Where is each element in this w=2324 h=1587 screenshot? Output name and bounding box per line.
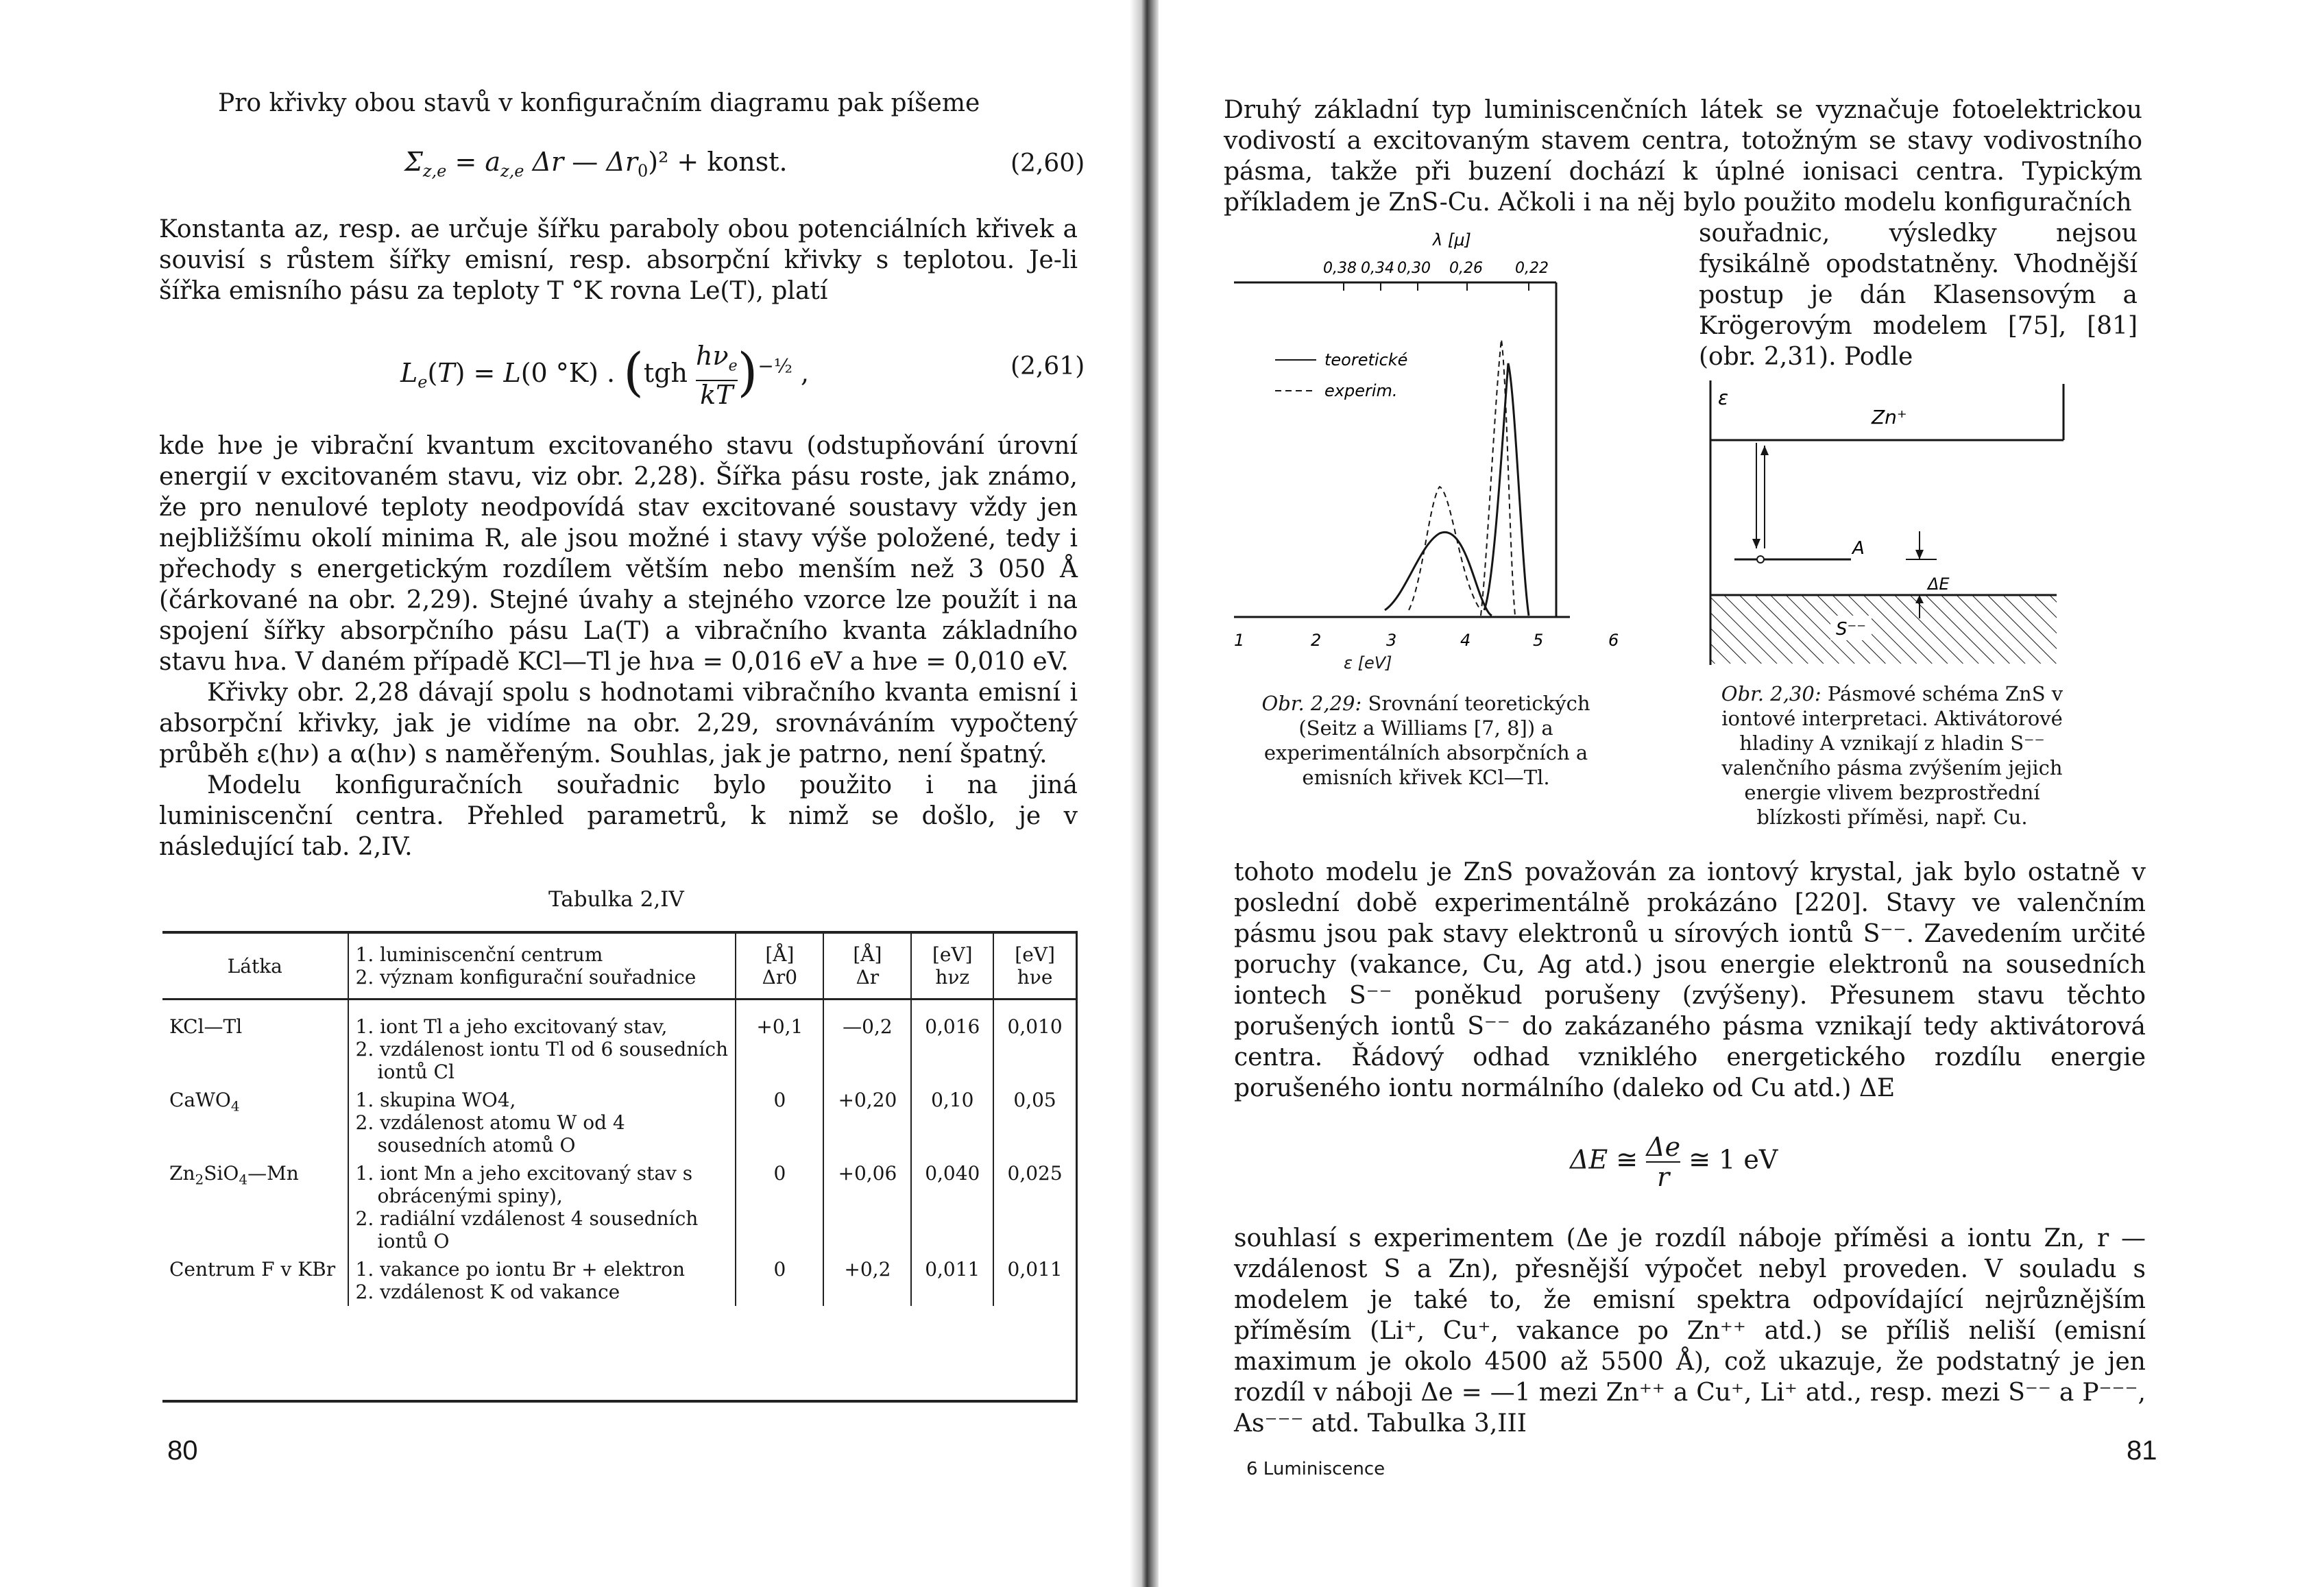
fig230-caption (1700, 681, 2084, 829)
paragraph-model-overview: Modelu konfiguračních souřadnic bylo použito i na jiná luminiscenční centra. Přehled parametrů, k nimž se došlo, je v následující tab. 2,IV. (159, 771, 1078, 861)
cell-hvz: 0,10 (911, 1086, 993, 1159)
cell-center (348, 1086, 736, 1159)
cell-center (348, 1159, 736, 1255)
cell-dr: +0,20 (823, 1086, 911, 1159)
cell-center (348, 1000, 736, 1087)
fig229-caption-text: Srovnání teoretických (Seitz a Williams [7, 8]) a experimentálních absorpčních a emisních křivek KCl—Tl. (1263, 692, 1590, 789)
parameter-table (162, 934, 1076, 1306)
paragraph-curves (159, 677, 1078, 862)
paragraph-curves-text: Křivky obr. 2,28 dávají spolu s hodnotami vibračního kvanta emisní i absorpční křivky, jak je vidíme na obr. 2,29, srovnáváním vypočtený průběh ε(hν) a α(hν) s naměřeným. Souhlas, jak je patrno, není špatný. (159, 679, 1078, 768)
table-row (162, 1159, 1076, 1255)
cell-hve: 0,025 (993, 1159, 1076, 1255)
fig230-de-label: ΔE (1928, 574, 1950, 594)
fig230-valence-band (1710, 595, 2057, 664)
header-hve: [eV] hνe (993, 934, 1076, 1000)
fig230-caption-label: Obr. 2,30: (1721, 682, 1821, 705)
left-page (0, 0, 1130, 1587)
cell-hvz: 0,011 (911, 1255, 993, 1306)
right-page (1159, 0, 2324, 1587)
fig229-bottom-tick: 1 (1234, 631, 1245, 650)
fig230-a-label: A (1852, 538, 1865, 559)
equation-delta-e: ΔE ≅ $\frac{\Delta e}{r}$ ≅ 1 eV (1570, 1132, 1778, 1192)
cell-dr: —0,2 (823, 1000, 911, 1087)
equation-number-2-60: (2,60) (1010, 149, 1085, 178)
fig229-legend-exp: experim. (1324, 381, 1398, 400)
cell-hve: 0,011 (993, 1255, 1076, 1306)
equation-2-61: $L_e(T) = L(0$ °K) . (tgh $h\nu_e$ kT )$^{-\frac{1}{2}}$ , (400, 340, 810, 411)
fig230-eps-label: ε (1718, 387, 1729, 409)
fig229-top-tick: 0,30 (1397, 260, 1431, 277)
fig229-caption-label: Obr. 2,29: (1261, 692, 1362, 715)
cell-center-item: 1. iont Mn a jeho excitovaný stav s obrácenými spiny), (355, 1162, 693, 1207)
fig229-bottom-tick: 6 (1608, 631, 1619, 650)
cell-dr: +0,06 (823, 1159, 911, 1255)
table-caption: Tabulka 2,IV (548, 887, 684, 912)
table-row (162, 1255, 1076, 1306)
header-latka: Látka (162, 934, 348, 1000)
fig229-top-tick: 0,26 (1449, 260, 1483, 277)
cell-latka: KCl—Tl (169, 1015, 243, 1038)
cell-center-item: 1. vakance po iontu Br + elektron (355, 1258, 686, 1281)
header-dr: [Å] Δr (823, 934, 911, 1000)
table-row (162, 1000, 1076, 1087)
paragraph-photoconductive: Druhý základní typ luminiscenčních látek se vyznačuje fotoelektrickou vodivostí a excitovaným stavem centra, totožným se stavy vodivostního pásma, takže při buzení dochází k úplné ionisaci centra. Typickým příkladem je ZnS-Cu. Ačkoli i na něj bylo použito modelu konfiguračních (1224, 96, 2142, 217)
page-number-right: 81 (2127, 1435, 2157, 1466)
cell-center-item: 1. iont Tl a jeho excitovaný stav, (355, 1015, 668, 1038)
cell-latka: Centrum F v KBr (169, 1258, 336, 1281)
fig229-emission-experimental (1409, 487, 1481, 610)
fig229-legend-theor: teoretické (1324, 350, 1408, 370)
table-header-row (162, 934, 1076, 1000)
cell-center-item: 2. vzdálenost atomu W od 4 sousedních atomů O (355, 1111, 625, 1156)
cell-center-item: 1. skupina WO4, (355, 1089, 516, 1111)
book-spine (1130, 0, 1159, 1587)
cell-center-item: 2. vzdálenost K od vakance (355, 1281, 620, 1303)
cell-dr0: 0 (736, 1086, 823, 1159)
page-number-left: 80 (167, 1435, 198, 1466)
fig229-bottom-tick: 5 (1533, 631, 1544, 650)
paragraph-agreement: souhlasí s experimentem (Δe je rozdíl náboje příměsi a iontu Zn, r — vzdálenost S a Zn), přesnější výpočet nebyl proveden. V souladu s modelem je také to, že emisní spektra odpovídající nejrůznějším příměsím (Li⁺, Cu⁺, vakance po Zn⁺⁺ atd.) se příliš neliší (emisní maximum je okolo 4500 až 5500 Å), což ukazuje, že podstatný je jen rozdíl v náboji Δe = —1 mezi Zn⁺⁺ a Cu⁺, Li⁺ atd., resp. mezi S⁻⁻ a P⁻⁻⁻, As⁻⁻⁻ atd. Tabulka 3,III (1234, 1224, 2146, 1438)
paragraph-vibration: kde hνe je vibrační kvantum excitovaného stavu (odstupňování úrovní energií v excitovaném stavu, viz obr. 2,28). Šířka pásu roste, jak známo, že pro nenulové teploty neodpovídá stav excitované soustavy vždy jen nejbližšímu okolí minima R, ale jsou možné i stavy výše položené, tedy i přechody s energetickým rozdílem větším nebo menším než 3 050 Å (čárkované na obr. 2,29). Stejné úvahy a stejného vzorce lze použít i na spojení šířky absorpčního pásu La(T) a vibračního kvanta základního stavu hνa. V daném případě KCl—Tl je hνa = 0,016 eV a hνe = 0,010 eV. (159, 432, 1078, 676)
fig230-caption-text: Pásmové schéma ZnS v iontové interpretaci. Aktivátorové hladiny A vznikají z hladin S⁻⁻ valenčního pásma zvýšením jejich energie vlivem bezprostřední blízkosti příměsi, např. Cu. (1721, 682, 2063, 829)
cell-dr0: 0 (736, 1159, 823, 1255)
page-footer: 6 Luminiscence (1246, 1459, 1385, 1479)
fig229-bottom-tick: 2 (1311, 631, 1322, 650)
intro-line: Pro křivky obou stavů v konfiguračním diagramu pak píšeme (218, 89, 980, 117)
fig229-top-tick: 0,38 (1323, 260, 1357, 277)
figure-2-30 (1707, 377, 2077, 665)
cell-center-item: 2. vzdálenost iontu Tl od 6 sousedních iontů Cl (355, 1038, 729, 1083)
fig229-bottom-tick: 4 (1460, 631, 1471, 650)
fig229-top-axis-label: λ [μ] (1433, 230, 1471, 250)
table-row (162, 1086, 1076, 1159)
fig229-top-tick: 0,34 (1361, 260, 1394, 277)
paragraph-constant: Konstanta az, resp. ae určuje šířku paraboly obou potenciálních křivek a souvisí s růstem šířky emisní, resp. absorpční křivky s teplotou. Je-li šířka emisního pásu za teploty T °K rovna Le(T), platí (159, 215, 1078, 305)
fig229-bottom-tick: 3 (1386, 631, 1397, 650)
header-center: 1. luminiscenční centrum 2. význam konfigurační souřadnice (348, 934, 736, 1000)
cell-hvz: 0,016 (911, 1000, 993, 1087)
paragraph-photoconductive-cont: souřadnic, výsledky nejsou fysikálně opodstatněny. Vhodnější postup je dán Klasensovým a Krögerovým modelem [75], [81] (obr. 2,31). Podle (1699, 219, 2138, 371)
equation-2-60: $\Sigma_{z,e} = a_{z,e}$ Δr — $\Delta r_0)^2$ + konst. (404, 147, 788, 181)
cell-hvz: 0,040 (911, 1159, 993, 1255)
header-dr0: [Å] Δr0 (736, 934, 823, 1000)
fig230-activator-dot (1757, 556, 1764, 563)
fig229-top-tick: 0,22 (1515, 260, 1549, 277)
cell-latka: CaWO$_4$ (169, 1089, 240, 1115)
fig230-s-label: S⁻⁻ (1836, 619, 1866, 640)
fig229-bottom-ticks (1234, 631, 1619, 650)
fig229-bottom-axis-label: ε [eV] (1344, 653, 1392, 673)
equation-number-2-61: (2,61) (1010, 352, 1085, 380)
header-hvz: [eV] hνz (911, 934, 993, 1000)
fig230-zn-label: Zn⁺ (1872, 406, 1907, 428)
fig229-top-ticks (1323, 260, 1549, 277)
cell-center (348, 1255, 736, 1306)
paragraph-ionic-model: tohoto modelu je ZnS považován za iontový krystal, jak bylo ostatně v poslední době experimentálně prokázáno [220]. Stavy ve valenčním pásmu jsou pak stavy elektronů u sírových iontů S⁻⁻. Zavedením určité poruchy (vakance, Cu, Ag atd.) jsou energie elektronů na sousedních iontech S⁻⁻ poněkud porušeny (zvýšeny). Přesunem stavu těchto porušených iontů S⁻⁻ do zakázaného pásma vznikají tedy aktivátorová centra. Řádový odhad vzniklého energetického rozdílu energie porušeného iontu normálního (daleko od Cu atd.) ΔE (1234, 858, 2146, 1102)
cell-center-item: 2. radiální vzdálenost 4 sousedních iontů O (355, 1207, 699, 1252)
fig229-caption (1261, 691, 1590, 790)
cell-hve: 0,010 (993, 1000, 1076, 1087)
cell-latka: $Zn_2SiO_4—Mn$ (169, 1162, 299, 1188)
cell-dr0: +0,1 (736, 1000, 823, 1087)
cell-dr: +0,2 (823, 1255, 911, 1306)
cell-hve: 0,05 (993, 1086, 1076, 1159)
cell-dr0: 0 (736, 1255, 823, 1306)
figure-2-29 (1234, 226, 1686, 651)
